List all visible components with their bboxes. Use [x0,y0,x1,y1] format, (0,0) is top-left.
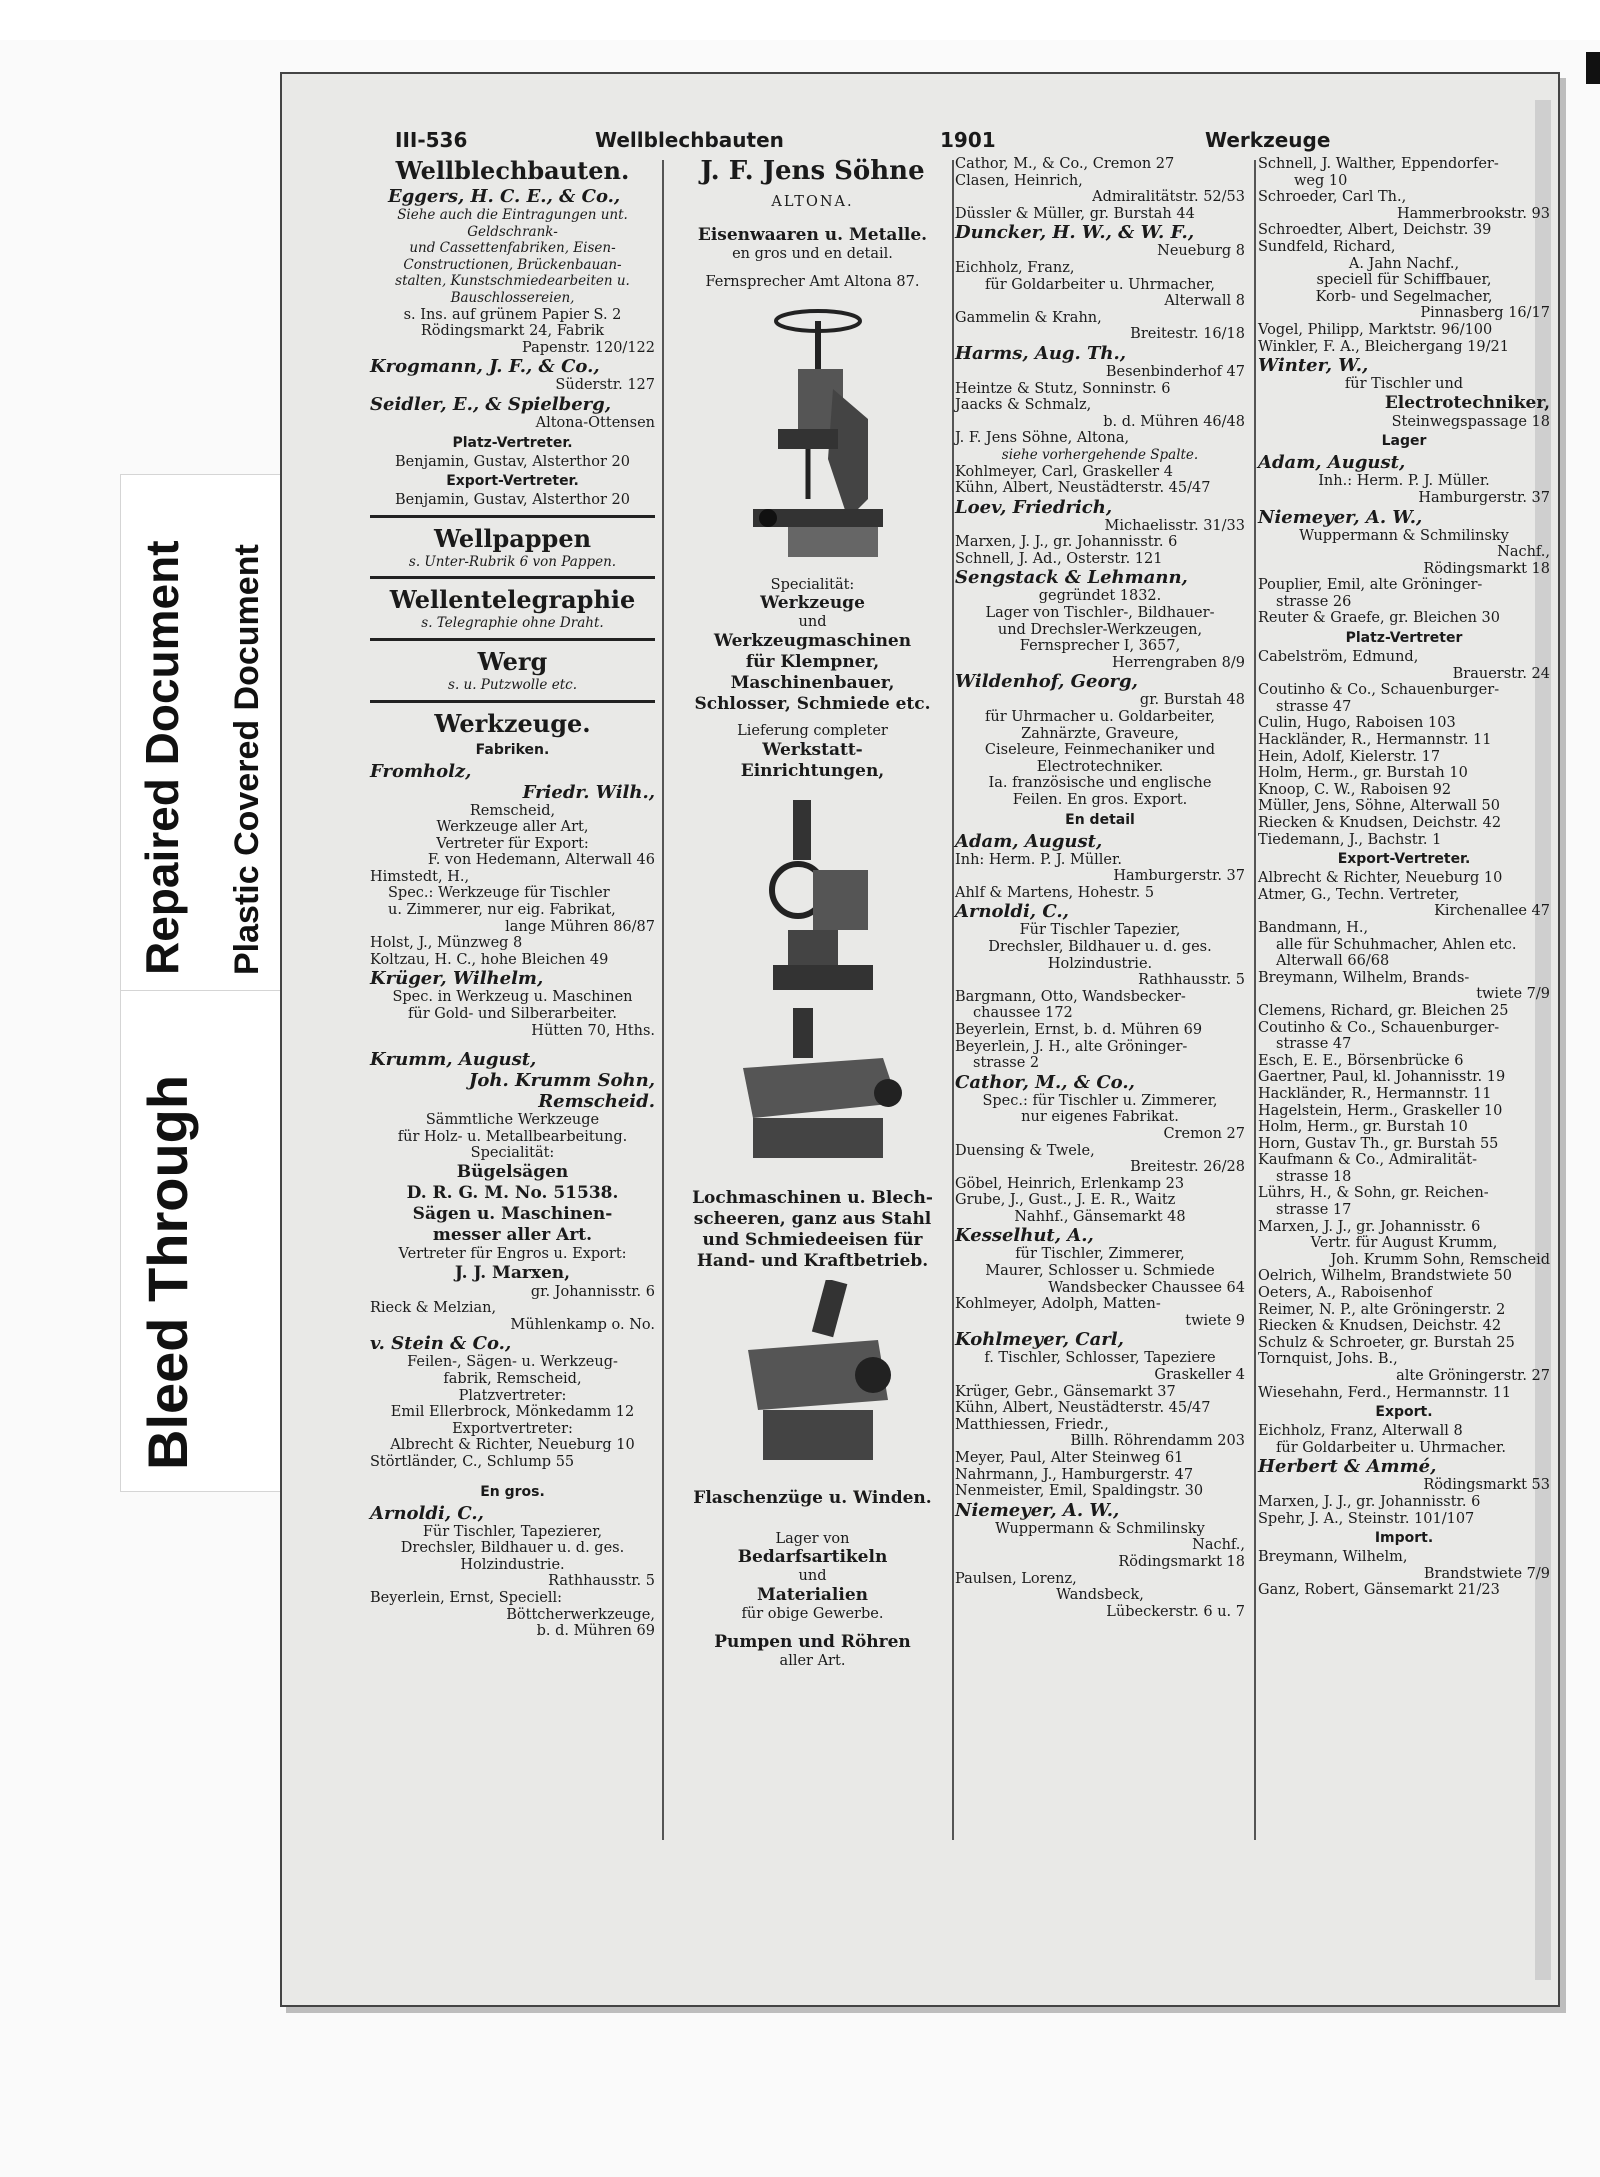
firm-name: Eggers, H. C. E., & Co., [388,186,621,207]
entry-line: für Goldarbeiter u. Uhrmacher, [985,276,1215,293]
entry-line: Marxen, J. J., gr. Johannisstr. 6 [1258,1218,1481,1235]
entry-line: Hamburgerstr. 37 [1418,489,1550,506]
entry-line: speciell für Schiffbauer, [1316,272,1492,289]
entry-line: Ahlf & Martens, Hohestr. 5 [955,884,1155,901]
ad-line-bold: Werkzeuge [760,593,865,614]
entry-line: Spec.: für Tischler u. Zimmerer, [982,1092,1218,1109]
ad-line-bold: Eisenwaaren u. Metalle. [697,224,928,245]
entry-line: Reuter & Graefe, gr. Bleichen 30 [1258,610,1500,627]
entry-line: siehe vorhergehende Spalte. [1001,446,1199,463]
entry-line: Für Tischler, Tapezierer, [422,1523,603,1540]
entry-line: Platzvertreter: [458,1387,567,1404]
entry-line: Für Tischler Tapezier, [1019,922,1181,939]
entry-line-bold: Bügelsägen [456,1162,569,1182]
entry-line-bold: J. J. Marxen, [454,1262,571,1283]
firm-name: Harms, Aug. Th., [955,342,1127,364]
entry-line: Rathhausstr. 5 [1138,972,1245,989]
entry-line: Spec.: Werkzeuge für Tischler [388,885,610,902]
entry-line: Inh: Herm. P. J. Müller. [955,851,1122,868]
entry-line: Kohlmeyer, Carl, Graskeller 4 [955,463,1173,480]
column-2-advertisement [665,156,960,1670]
entry-line: Nachf., [1497,544,1550,561]
entry-line: nur eigenes Fabrikat. [1021,1109,1179,1126]
entry-line: alle für Schuhmacher, Ahlen etc. [1276,936,1517,953]
entry-line: Papenstr. 120/122 [521,339,655,356]
entry-line: Störtländer, C., Schlump 55 [370,1453,575,1470]
firm-name: Joh. Krumm Sohn, [468,1070,655,1092]
divider [370,638,655,641]
entry-line: Remscheid, [469,802,556,819]
entry-line: Hackländer, R., Hermannstr. 11 [1258,1085,1492,1102]
firm-name: Niemeyer, A. W., [1258,506,1423,528]
entry-line: Nachf., [1192,1537,1245,1554]
ad-line-bold: und Schmiedeeisen für [702,1229,923,1250]
section-heading: Werkzeuge. [434,708,591,738]
ad-line-bold: Bedarfsartikeln [737,1547,888,1568]
entry-line: Exportvertreter: [452,1420,573,1437]
ad-city: ALTONA. [771,194,854,210]
entry-line: strasse 18 [1276,1168,1352,1185]
entry-line: Neueburg 8 [1157,243,1245,260]
entry-line: Vertr. für August Krumm, [1310,1235,1498,1252]
entry-line: für Tischler, Zimmerer, [1015,1246,1185,1263]
firm-name: Friedr. Wilh., [522,781,655,803]
repaired-document-label: Repaired Document [136,540,188,975]
entry-line: Altona-Ottensen [535,414,655,431]
entry-line: Rathhausstr. 5 [548,1573,655,1590]
entry-line: Nahrmann, J., Hamburgerstr. 47 [955,1466,1194,1483]
ad-line-bold: Pumpen und Röhren [714,1632,911,1653]
entry-line: gegründet 1832. [1038,588,1162,605]
entry-line: Beyerlein, Ernst, Speciell: [370,1589,562,1606]
entry-line-bold: Electrotechniker, [1384,392,1550,413]
entry-line: Sämmtliche Werkzeuge [425,1112,600,1129]
entry-line: Hütten 70, Hths. [531,1022,655,1039]
ad-line-bold: Flaschenzüge u. Winden. [693,1487,932,1508]
entry-line: Graskeller 4 [1154,1367,1245,1384]
column-3 [955,156,1245,1620]
shearing-machine-illustration [713,1008,913,1168]
entry-line: Electrotechniker. [1036,758,1164,775]
entry-line: Nahhf., Gänsemarkt 48 [1014,1208,1186,1225]
entry-line: Wandsbeck, [1056,1587,1144,1604]
entry-line: Schnell, J. Ad., Osterstr. 121 [955,550,1163,567]
entry-line: Schroedter, Albert, Deichstr. 39 [1258,222,1492,239]
entry-line: Holzindustrie. [1047,955,1153,972]
entry-line: und Drechsler-Werkzeugen, [997,621,1203,638]
entry-line: b. d. Mühren 46/48 [1103,413,1245,430]
entry-line: Düssler & Müller, gr. Burstah 44 [955,205,1195,222]
entry-line: Gaertner, Paul, kl. Johannisstr. 19 [1258,1069,1506,1086]
entry-line: stalten, Kunstschmiedearbeiten u. [395,273,630,290]
entry-line: s. Ins. auf grünem Papier S. 2 [403,306,622,323]
firm-name: v. Stein & Co., [370,1333,512,1355]
entry-line: gr. Johannisstr. 6 [530,1283,655,1300]
entry-line: Duensing & Twele, [955,1142,1095,1159]
entry-line: F. von Hedemann, Alterwall 46 [427,852,655,869]
firm-name: Niemeyer, A. W., [955,1499,1120,1521]
entry-line: Joh. Krumm Sohn, Remscheid [1330,1251,1550,1268]
entry-line: Knoop, C. W., Raboisen 92 [1258,781,1452,798]
firm-name: Wildenhof, Georg, [955,671,1138,693]
entry-line: Gammelin & Krahn, [955,309,1102,326]
entry-line: Rödingsmarkt 18 [1423,560,1550,577]
bleed-through-label: Bleed Through [136,1074,199,1470]
entry-line: Paulsen, Lorenz, [955,1570,1077,1587]
entry-line: Tiedemann, J., Bachstr. 1 [1258,831,1442,848]
entry-line: Rödingsmarkt 53 [1423,1477,1550,1494]
section-heading: Wellentelegraphie [389,585,636,615]
entry-line: Holm, Herm., gr. Burstah 10 [1258,765,1468,782]
ad-line-bold: für Klempner, [745,651,880,672]
ad-line-bold: Einrichtungen, [740,760,885,781]
firm-name: Arnoldi, C., [370,1502,484,1524]
subheading: Import. [1374,1530,1434,1547]
ad-line: Lieferung completer [737,722,888,739]
entry-line: Grube, J., Gust., J. E. R., Waitz [955,1192,1176,1209]
ad-line: Specialität: [770,576,855,593]
entry-line: für Tischler und [1344,376,1464,393]
plastic-covered-label: Plastic Covered Document [228,544,266,975]
section-heading: Werg [477,646,548,676]
entry-line: strasse 26 [1276,593,1352,610]
entry-line: Wandsbecker Chaussee 64 [1048,1279,1245,1296]
column-1 [370,156,655,1640]
entry-line: Zahnärzte, Graveure, [1021,725,1179,742]
ad-line-bold: scheeren, ganz aus Stahl [693,1208,932,1229]
entry-line: strasse 47 [1276,698,1352,715]
entry-line: Cathor, M., & Co., Cremon 27 [955,156,1175,172]
entry-line: Kaufmann & Co., Admiralität- [1258,1152,1477,1169]
entry-line: Inh.: Herm. P. J. Müller. [1318,473,1490,490]
entry-line: Albrecht & Richter, Neueburg 10 [1258,870,1503,887]
entry-line: Lager von Tischler-, Bildhauer- [985,605,1215,622]
entry-line: Benjamin, Gustav, Alsterthor 20 [395,492,630,509]
entry-line: Lübeckerstr. 6 u. 7 [1106,1603,1245,1620]
entry-line: Müller, Jens, Söhne, Alterwall 50 [1258,798,1500,815]
entry-line: für Holz- u. Metallbearbeitung. [397,1128,628,1145]
ad-line-bold: Materialien [756,1584,869,1605]
entry-line: strasse 47 [1276,1036,1352,1053]
ad-line-bold: Werkstatt- [762,739,863,760]
firm-name: Sengstack & Lehmann, [955,567,1188,589]
entry-line: Bauschlossereien, [450,289,575,306]
ad-phone: Fernsprecher Amt Altona 87. [705,274,920,291]
entry-line: Admiralitätstr. 52/53 [1092,189,1245,206]
entry-line: Marxen, J. J., gr. Johannisstr. 6 [1258,1493,1481,1510]
entry-line: Esch, E. E., Börsenbrücke 6 [1258,1052,1464,1069]
entry-line-bold: D. R. G. M. No. 51538. [406,1183,619,1203]
entry-line: Hackländer, R., Hermannstr. 11 [1258,732,1492,749]
ad-line: und [798,614,827,631]
page-number: III-536 [395,128,468,152]
entry-line: Alterwall 66/68 [1276,953,1390,970]
entry-line: Spehr, J. A., Steinstr. 101/107 [1258,1510,1475,1527]
firm-name: Duncker, H. W., & W. F., [955,222,1195,244]
entry-line: Korb- und Segelmacher, [1315,288,1493,305]
ad-line-bold: Werkzeugmaschinen [713,630,912,651]
entry-line: Vertreter für Export: [436,835,589,852]
subheading: Fabriken. [475,741,550,758]
firm-name: Herbert & Ammé, [1258,1456,1437,1478]
entry-line: Rödingsmarkt 18 [1118,1553,1245,1570]
entry-line: twiete 9 [1185,1312,1245,1329]
entry-line: Hamburgerstr. 37 [1113,868,1245,885]
ad-line-bold: Schlosser, Schmiede etc. [694,693,931,714]
entry-line: Drechsler, Bildhauer u. d. ges. [988,938,1212,955]
entry-line: s. u. Putzwolle etc. [448,676,577,693]
divider [370,576,655,579]
entry-line: u. Zimmerer, nur eig. Fabrikat, [388,902,616,919]
firm-name: Loev, Friedrich, [955,496,1113,518]
entry-line: Ia. französische und englische [988,775,1212,792]
header-left-title: Wellblechbauten [595,128,784,152]
firm-name: Kohlmeyer, Carl, [955,1329,1124,1351]
entry-line: Böttcherwerkzeuge, [506,1606,655,1623]
entry-line: Atmer, G., Techn. Vertreter, [1258,886,1460,903]
entry-line: und Cassettenfabriken, Eisen- [409,240,616,257]
entry-line: Wuppermann & Schmilinsky [1299,527,1509,544]
entry-line: Riecken & Knudsen, Deichstr. 42 [1258,1318,1502,1335]
entry-line: Cabelström, Edmund, [1258,649,1419,666]
ad-line-bold: Hand- und Kraftbetrieb. [696,1250,929,1271]
entry-line: Koltzau, H. C., hohe Bleichen 49 [370,951,609,968]
divider [370,515,655,518]
entry-line: Besenbinderhof 47 [1105,363,1245,380]
entry-line: twiete 7/9 [1476,986,1550,1003]
firm-name: Krüger, Wilhelm, [370,968,544,990]
entry-line: fabrik, Remscheid, [443,1370,582,1387]
ad-line-bold: Maschinenbauer, [730,672,895,693]
entry-line: Oelrich, Wilhelm, Brandstwiete 50 [1258,1268,1513,1285]
scan-edge-strip [1586,52,1600,84]
entry-line: Ciseleure, Feinmechaniker und [984,742,1216,759]
entry-line: Beyerlein, Ernst, b. d. Mühren 69 [955,1021,1203,1038]
entry-line: Himstedt, H., [370,868,470,885]
entry-line: Kühn, Albert, Neustädterstr. 45/47 [955,1400,1211,1417]
entry-line: Rieck & Melzian, [370,1300,497,1317]
entry-line: Oeters, A., Raboisenhof [1258,1285,1433,1302]
subheading: Export-Vertreter. [446,473,579,490]
entry-line-bold: Sägen u. Maschinen- [412,1204,613,1224]
entry-line: für Goldarbeiter u. Uhrmacher. [1276,1439,1506,1456]
entry-line: Holm, Herm., gr. Burstah 10 [1258,1119,1468,1136]
entry-line: s. Unter-Rubrik 6 von Pappen. [408,553,617,570]
entry-line: Wiesehahn, Ferd., Hermannstr. 11 [1258,1384,1512,1401]
entry-line: Winkler, F. A., Bleichergang 19/21 [1258,338,1509,355]
subheading: Platz-Vertreter. [452,434,573,451]
firm-name: Cathor, M., & Co., [955,1071,1135,1093]
entry-line: Meyer, Paul, Alter Steinweg 61 [955,1450,1184,1466]
entry-line: Alterwall 8 [1164,293,1245,310]
entry-line: Brandstwiete 7/9 [1423,1565,1550,1582]
column-rule-1 [662,160,664,1840]
entry-line: gr. Burstah 48 [1139,692,1245,709]
entry-line: Bandmann, H., [1258,919,1369,936]
firm-name: Remscheid. [538,1091,655,1113]
entry-line: Siehe auch die Eintragungen unt. [397,207,628,223]
entry-line: Reimer, N. P., alte Gröningerstr. 2 [1258,1301,1506,1318]
entry-line: Riecken & Knudsen, Deichstr. 42 [1258,815,1502,831]
header-right-title: Werkzeuge [1205,128,1331,152]
firm-name: Seidler, E., & Spielberg, [370,393,611,415]
entry-line: Culin, Hugo, Raboisen 103 [1258,715,1456,732]
entry-line: Hammerbrookstr. 93 [1396,205,1550,222]
entry-line: Feilen. En gros. Export. [1012,792,1188,808]
entry-line: Kühn, Albert, Neustädterstr. 45/47 [955,480,1211,497]
entry-line: Kohlmeyer, Adolph, Matten- [955,1296,1161,1313]
entry-line: Maurer, Schlosser u. Schmiede [985,1263,1215,1280]
ad-firm-name: J. F. Jens Söhne [700,156,925,186]
entry-line: Werkzeuge aller Art, [436,819,589,836]
ad-line: Lager von [775,1530,850,1547]
entry-line: chaussee 172 [973,1005,1073,1022]
entry-line: alte Gröningerstr. 27 [1396,1368,1550,1384]
firm-name: Kesselhut, A., [955,1225,1094,1247]
entry-line: Heintze & Stutz, Sonninstr. 6 [955,380,1171,397]
subheading: Export-Vertreter. [1337,851,1471,868]
entry-line: für Gold- und Silberarbeiter. [408,1006,617,1023]
ad-line: für obige Gewerbe. [741,1605,884,1622]
entry-line: Ganz, Robert, Gänsemarkt 21/23 [1258,1582,1500,1599]
entry-line: Coutinho & Co., Schauenburger- [1258,682,1500,699]
entry-line: Clemens, Richard, gr. Bleichen 25 [1258,1002,1509,1019]
entry-line: Krüger, Gebr., Gänsemarkt 37 [955,1383,1176,1400]
punching-machine-illustration [738,790,888,1000]
entry-line: Schulz & Schroeter, gr. Burstah 25 [1258,1334,1515,1351]
ad-line: aller Art. [779,1653,846,1670]
entry-line: Benjamin, Gustav, Alsterthor 20 [395,453,630,470]
entry-line: Coutinho & Co., Schauenburger- [1258,1019,1500,1036]
entry-line: Nenmeister, Emil, Spaldingstr. 30 [955,1483,1204,1500]
entry-line: Hein, Adolf, Kielerstr. 17 [1258,748,1441,765]
entry-line: Holzindustrie. [460,1556,565,1573]
entry-line: Spec. in Werkzeug u. Maschinen [392,989,633,1006]
ad-line-bold: Lochmaschinen u. Blech- [692,1187,933,1208]
entry-line: Kirchenallee 47 [1434,903,1550,920]
entry-line: Bargmann, Otto, Wandsbecker- [955,988,1186,1005]
entry-line: strasse 2 [973,1055,1040,1072]
entry-line: Lührs, H., & Sohn, gr. Reichen- [1258,1185,1489,1202]
entry-line: Eichholz, Franz, [955,259,1075,276]
tool-machine-illustration [728,1280,898,1470]
column-rule-3 [1254,160,1256,1840]
entry-line: strasse 17 [1276,1202,1352,1219]
entry-line: Marxen, J. J., gr. Johannisstr. 6 [955,534,1178,551]
entry-line: Vertreter für Engros u. Export: [398,1246,627,1262]
entry-line: b. d. Mühren 69 [536,1623,655,1640]
subheading: Export. [1375,1404,1433,1421]
entry-line: Schnell, J. Walther, Eppendorfer- [1258,156,1499,172]
entry-line: Pinnasberg 16/17 [1420,305,1550,322]
entry-line: Eichholz, Franz, Alterwall 8 [1258,1423,1463,1440]
entry-line: Rödingsmarkt 24, Fabrik [420,323,605,340]
entry-line: Steinwegspassage 18 [1391,413,1550,430]
header-year: 1901 [940,128,996,152]
entry-line: Matthiessen, Friedr., [955,1416,1109,1433]
entry-line: Feilen-, Sägen- u. Werkzeug- [407,1354,618,1371]
drill-press-illustration [728,299,898,569]
firm-name: Krogmann, J. F., & Co., [370,356,600,378]
entry-line: Hagelstein, Herm., Graskeller 10 [1258,1102,1503,1119]
entry-line: Wuppermann & Schmilinsky [995,1520,1205,1537]
section-heading: Wellpappen [433,523,592,553]
entry-line: Holst, J., Münzweg 8 [370,935,523,952]
entry-line: Breymann, Wilhelm, [1258,1549,1408,1566]
scan-top-margin [0,0,1600,40]
ad-line: und [798,1568,827,1585]
entry-line: Süderstr. 127 [555,377,655,394]
column-4 [1258,156,1550,1599]
entry-line: Specialität: [470,1145,555,1162]
entry-line: s. Telegraphie ohne Draht. [421,615,604,632]
entry-line: f. Tischler, Schlosser, Tapeziere [984,1350,1216,1367]
entry-line: Emil Ellerbrock, Mönkedamm 12 [390,1404,635,1421]
entry-line: Constructionen, Brückenbauan- [403,256,622,273]
entry-line: Michaelisstr. 31/33 [1104,517,1245,534]
entry-line: lange Mühren 86/87 [505,918,655,935]
section-heading: Wellblechbauten. [395,156,630,185]
entry-line: Jaacks & Schmalz, [955,397,1092,414]
subheading: En detail [1065,811,1135,828]
entry-line: Beyerlein, J. H., alte Gröninger- [955,1038,1188,1055]
entry-line: A. Jahn Nachf., [1348,255,1460,272]
entry-line: Albrecht & Richter, Neueburg 10 [390,1437,635,1454]
page-header [395,128,1331,158]
entry-line: Schroeder, Carl Th., [1258,189,1407,206]
entry-line-bold: messer aller Art. [432,1225,593,1245]
subheading: En gros. [480,1483,545,1500]
firm-name: Fromholz, [370,760,472,782]
entry-line: Herrengraben 8/9 [1111,654,1245,671]
firm-name: Adam, August, [1258,452,1406,474]
entry-line: Clasen, Heinrich, [955,172,1083,189]
subheading: Platz-Vertreter [1345,630,1463,647]
entry-line: J. F. Jens Söhne, Altona, [955,430,1130,447]
entry-line: Horn, Gustav Th., gr. Burstah 55 [1258,1135,1499,1152]
entry-line: Geldschrank- [467,223,558,240]
entry-line: Billh. Röhrendamm 203 [1070,1433,1245,1450]
entry-line: Cremon 27 [1163,1125,1245,1142]
entry-line: Breitestr. 26/28 [1130,1159,1245,1176]
entry-line: weg 10 [1294,172,1348,189]
firm-name: Arnoldi, C., [955,901,1069,923]
entry-line: Breitestr. 16/18 [1130,326,1245,343]
firm-name: Krumm, August, [370,1049,537,1071]
entry-line: Drechsler, Bildhauer u. d. ges. [400,1540,625,1557]
entry-line: Tornquist, Johs. B., [1258,1351,1398,1368]
entry-line: für Uhrmacher u. Goldarbeiter, [985,709,1215,726]
entry-line: Göbel, Heinrich, Erlenkamp 23 [955,1175,1185,1192]
subheading: Lager [1381,433,1427,450]
entry-line: Fernsprecher I, 3657, [1019,638,1181,655]
entry-line: Vogel, Philipp, Marktstr. 96/100 [1258,321,1493,338]
firm-name: Adam, August, [955,830,1103,852]
entry-line: Breymann, Wilhelm, Brands- [1258,969,1470,986]
firm-name: Winter, W., [1258,355,1369,377]
entry-line: Mühlenkamp o. No. [510,1316,655,1333]
entry-line: Pouplier, Emil, alte Gröninger- [1258,577,1483,594]
divider [370,700,655,703]
entry-line: Brauerstr. 24 [1452,665,1550,682]
entry-line: Sundfeld, Richard, [1258,238,1396,255]
ad-line: en gros und en detail. [732,245,893,262]
